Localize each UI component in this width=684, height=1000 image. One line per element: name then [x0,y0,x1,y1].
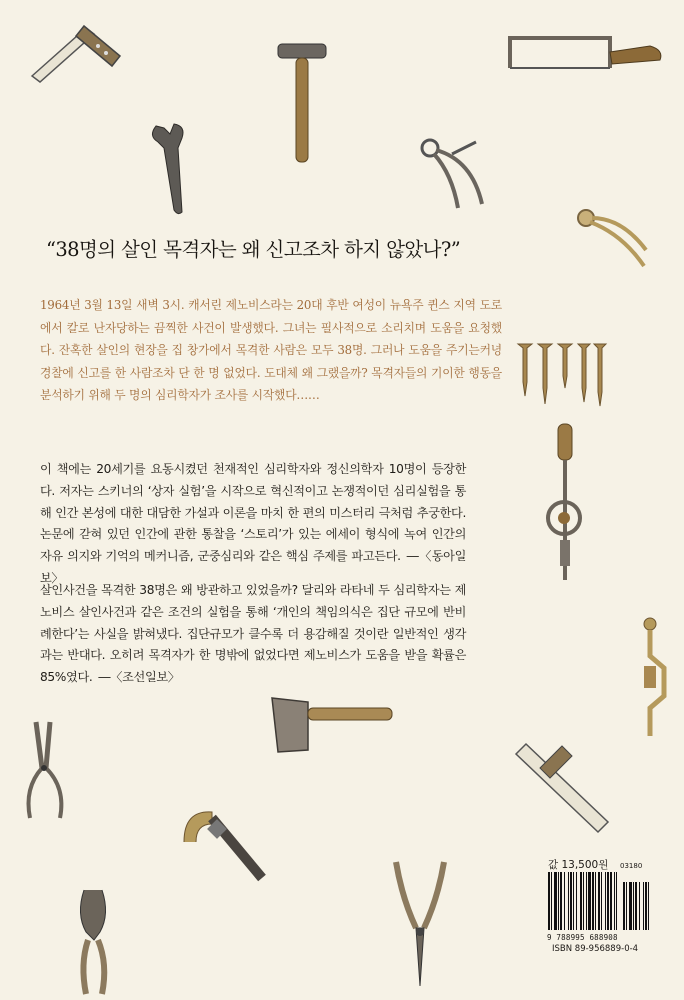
brace-icon [630,616,670,740]
micrometer-icon [176,802,266,888]
barcode-addon-number: 03180 [620,862,643,870]
review-paragraph [40,580,466,689]
hand-drill-icon [540,420,590,590]
hammer-icon [276,38,332,166]
review-paragraph [40,459,466,590]
price-label: 값 13,500원 [548,859,609,871]
hacksaw-icon [500,30,666,78]
barcode-digits: 9 788995 688908 [547,933,618,942]
isbn-label: ISBN 89-956889-0-4 [552,944,639,954]
wrench-icon [148,118,188,218]
hatchet-icon [268,690,396,756]
long-nose-pliers-icon [392,858,448,990]
barcode-image [547,872,651,932]
try-square-icon [28,22,122,88]
review-text: 살인사건을 목격한 38명은 왜 방관하고 있었을까? 달리와 라타네 두 심리학자는 제노비스 살인사건과 같은 조건의 실험을 통해 ‘개인의 책임의식은 집단 규모에 반비례한다’는 사실을 밝혀냈다. 집단규모가 클수록 더 용감해질 것이란 일반적인 생각과는 반대다. 오히려 목격자가 한 명밖에 없었다면 제노비스가 도움을 받을 확률은 85%였다. [40,583,466,685]
tin-snips-icon [20,718,70,828]
combination-square-icon [510,740,610,836]
review-source: ―〈조선일보〉 [98,670,180,685]
caliper-icon [412,134,492,214]
review-source: ―〈동아일보〉 [40,549,466,585]
review-text: 이 책에는 20세기를 요동시켰던 천재적인 심리학자와 정신의학자 10명이 등장한다. 저자는 스키너의 ‘상자 실험’을 시작으로 혁신적이고 논쟁적이던 심리실험을 통해 인간 본성에 대한 대담한 가설과 이론을 마치 한 편의 미스터리 극처럼 추궁한다. 논문에 갇혀 있던 인간에 관한 통찰을 ‘스토리’가 있는 에세이 형식에 녹여 인간의 자유 의지와 기억의 메커니즘, 군중심리와 같은 핵심 주제를 파고든다. [40,462,466,564]
screws-icon [514,342,608,412]
intro-paragraph: 1964년 3월 13일 새벽 3시. 캐서린 제노비스라는 20대 후반 여성이 뉴욕주 퀸스 지역 도로에서 칼로 난자당하는 끔찍한 사건이 발생했다. 그녀는 필사적으로 소리치며 도움을 요청했다. 잔혹한 살인의 현장을 집 창가에서 목격한 사람은 모두 38명. 그러나 도움을 주기는커녕 경찰에 신고를 한 사람조차 단 한 명 없었다. 도대체 왜 그랬을까? 목격자들의 기이한 행동을 분석하기 위해 두 명의 심리학자가 조사를 시작했다…… [40,298,502,403]
pliers-icon [70,884,116,996]
headline: “38명의 살인 목격자는 왜 신고조차 하지 않았나?” [46,238,461,261]
